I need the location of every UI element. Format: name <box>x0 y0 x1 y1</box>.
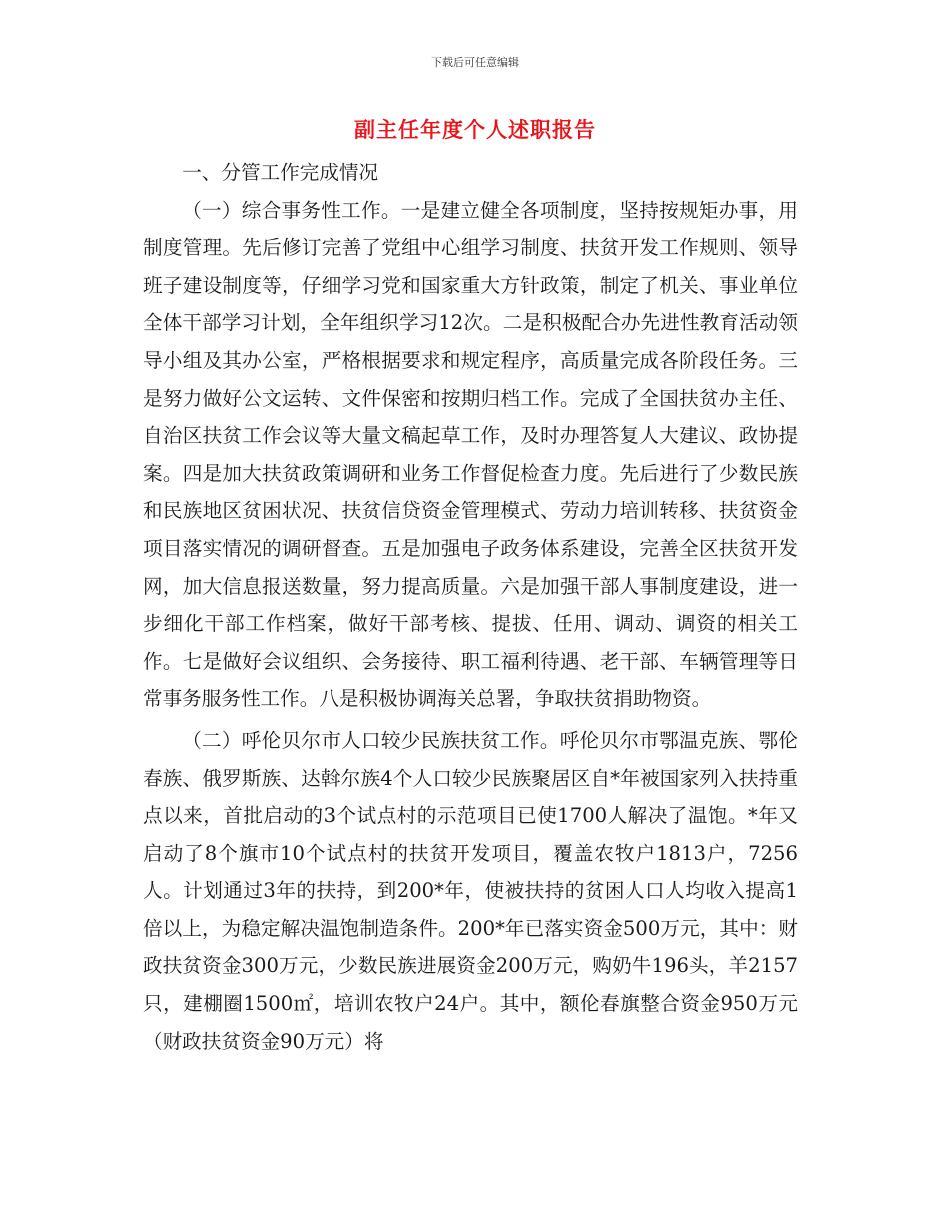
document-body <box>143 154 798 1060</box>
header-note: 下载后可任意编辑 <box>431 56 519 69</box>
body-paragraph: （一）综合事务性工作。一是建立健全各项制度，坚持按规矩办事，用制度管理。先后修订完善了党组中心组学习制度、扶贫开发工作规则、领导班子建设制度等，仔细学习党和国家重大方针政策，制定了机关、事业单位全体干部学习计划，全年组织学习12次。二是积极配合办先进性教育活动领导小组及其办公室，严格根据要求和规定程序，高质量完成各阶段任务。三是努力做好公文运转、文件保密和按期归档工作。完成了全国扶贫办主任、自治区扶贫工作会议等大量文稿起草工作，及时办理答复人大建议、政协提案。四是加大扶贫政策调研和业务工作督促检查力度。先后进行了少数民族和民族地区贫困状况、扶贫信贷资金管理模式、劳动力培训转移、扶贫资金项目落实情况的调研督查。五是加强电子政务体系建设，完善全区扶贫开发网，加大信息报送数量，努力提高质量。六是加强干部人事制度建设，进一步细化干部工作档案，做好干部考核、提拔、任用、调动、调资的相关工作。七是做好会议组织、会务接待、职工福利待遇、老干部、车辆管理等日常事务服务性工作。八是积极协调海关总署，争取扶贫捐助物资。 <box>143 198 798 711</box>
document-title: 副主任年度个人述职报告 <box>354 118 596 142</box>
body-paragraph: （二）呼伦贝尔市人口较少民族扶贫工作。呼伦贝尔市鄂温克族、鄂伦春族、俄罗斯族、达斡尔族4个人口较少民族聚居区自*年被国家列入扶持重点以来，首批启动的3个试点村的示范项目已使1700人解决了温饱。*年又启动了8个旗市10个试点村的扶贫开发项目，覆盖农牧户1813户，7256人。计划通过3年的扶持，到200*年，使被扶持的贫困人口人均收入提高1倍以上，为稳定解决温饱制造条件。200*年已落实资金500万元，其中：财政扶贫资金300万元，少数民族进展资金200万元，购奶牛196头，羊2157只，建棚圈1500㎡，培训农牧户24户。其中，额伦春旗整合资金950万元（财政扶贫资金90万元）将 <box>143 728 798 1053</box>
section-heading: 一、分管工作完成情况 <box>182 161 379 184</box>
